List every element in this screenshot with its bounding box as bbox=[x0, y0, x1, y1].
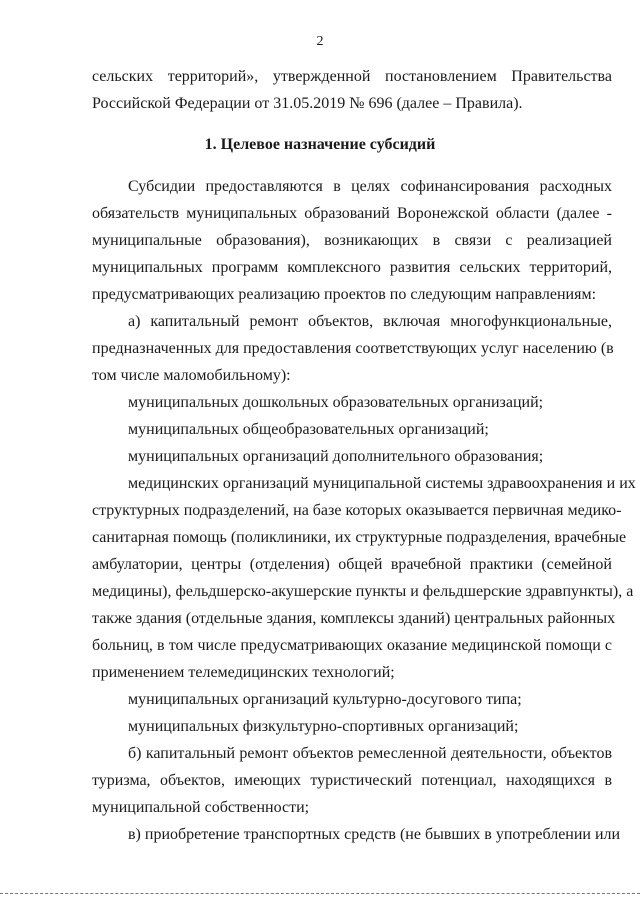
text-line: медицинских организаций муниципальной системы здравоохранения и их bbox=[128, 475, 636, 492]
paragraph bbox=[92, 713, 612, 740]
text-line: муниципальных физкультурно-спортивных организаций; bbox=[128, 718, 519, 735]
paragraph bbox=[92, 389, 612, 416]
paragraph bbox=[92, 443, 612, 470]
text-line: предназначенных для предоставления соответствующих услуг населению (в bbox=[92, 340, 614, 357]
text-line: сельских территорий», утвержденной постановлением Правительства bbox=[92, 68, 612, 85]
text-line: туризма, объектов, имеющих туристический потенциал, находящихся в bbox=[92, 772, 612, 789]
text-line: обязательств муниципальных образований Воронежской области (далее - bbox=[92, 205, 612, 222]
text-line: муниципальной собственности; bbox=[92, 799, 310, 816]
section-heading: 1. Целевое назначение субсидий bbox=[204, 136, 436, 153]
text-line: муниципальных организаций культурно-досугового типа; bbox=[128, 691, 522, 708]
text-line: муниципальных организаций дополнительного образования; bbox=[128, 448, 544, 465]
text-line: а) капитальный ремонт объектов, включая многофункциональные, bbox=[128, 313, 612, 330]
text-line: Российской Федерации от 31.05.2019 № 696 (далее – Правила). bbox=[92, 95, 523, 112]
page-bottom-edge bbox=[0, 893, 640, 894]
paragraph bbox=[92, 686, 612, 713]
text-line: муниципальных программ комплексного развития сельских территорий, bbox=[92, 259, 612, 276]
text-line: муниципальных общеобразовательных организаций; bbox=[128, 421, 489, 438]
paragraph bbox=[92, 470, 636, 686]
paragraph bbox=[92, 416, 612, 443]
text-line: муниципальных дошкольных образовательных организаций; bbox=[128, 394, 544, 411]
text-line: медицины), фельдшерско-акушерские пункты и фельдшерские здравпункты), а bbox=[92, 583, 634, 600]
text-line: также здания (отдельные здания, комплексы зданий) центральных районных bbox=[92, 610, 616, 627]
paragraph bbox=[92, 821, 621, 848]
body-text bbox=[92, 173, 636, 848]
text-line: санитарная помощь (поликлиники, их структурные подразделения, врачебные bbox=[92, 529, 627, 546]
text-line: применением телемедицинских технологий; bbox=[92, 664, 395, 681]
text-line: муниципальные образования), возникающих в связи с реализацией bbox=[92, 232, 612, 249]
text-line: предусматривающих реализацию проектов по следующим направлениям: bbox=[92, 286, 597, 303]
intro-paragraph bbox=[92, 63, 612, 117]
text-line: амбулатории, центры (отделения) общей врачебной практики (семейной bbox=[92, 556, 612, 573]
text-line: структурных подразделений, на базе которых оказывается первичная медико- bbox=[92, 502, 622, 519]
text-line: б) капитальный ремонт объектов ремесленной деятельности, объектов bbox=[128, 745, 612, 762]
text-line: больниц, в том числе предусматривающих оказание медицинской помощи с bbox=[92, 637, 612, 654]
page-number: 2 bbox=[316, 34, 324, 49]
paragraph bbox=[92, 173, 612, 308]
text-line: том числе маломобильному): bbox=[92, 367, 291, 384]
paragraph bbox=[92, 740, 612, 821]
paragraph bbox=[92, 308, 612, 389]
text-line: в) приобретение транспортных средств (не бывших в употреблении или bbox=[128, 826, 621, 843]
text-line: Субсидии предоставляются в целях софинансирования расходных bbox=[128, 178, 612, 195]
